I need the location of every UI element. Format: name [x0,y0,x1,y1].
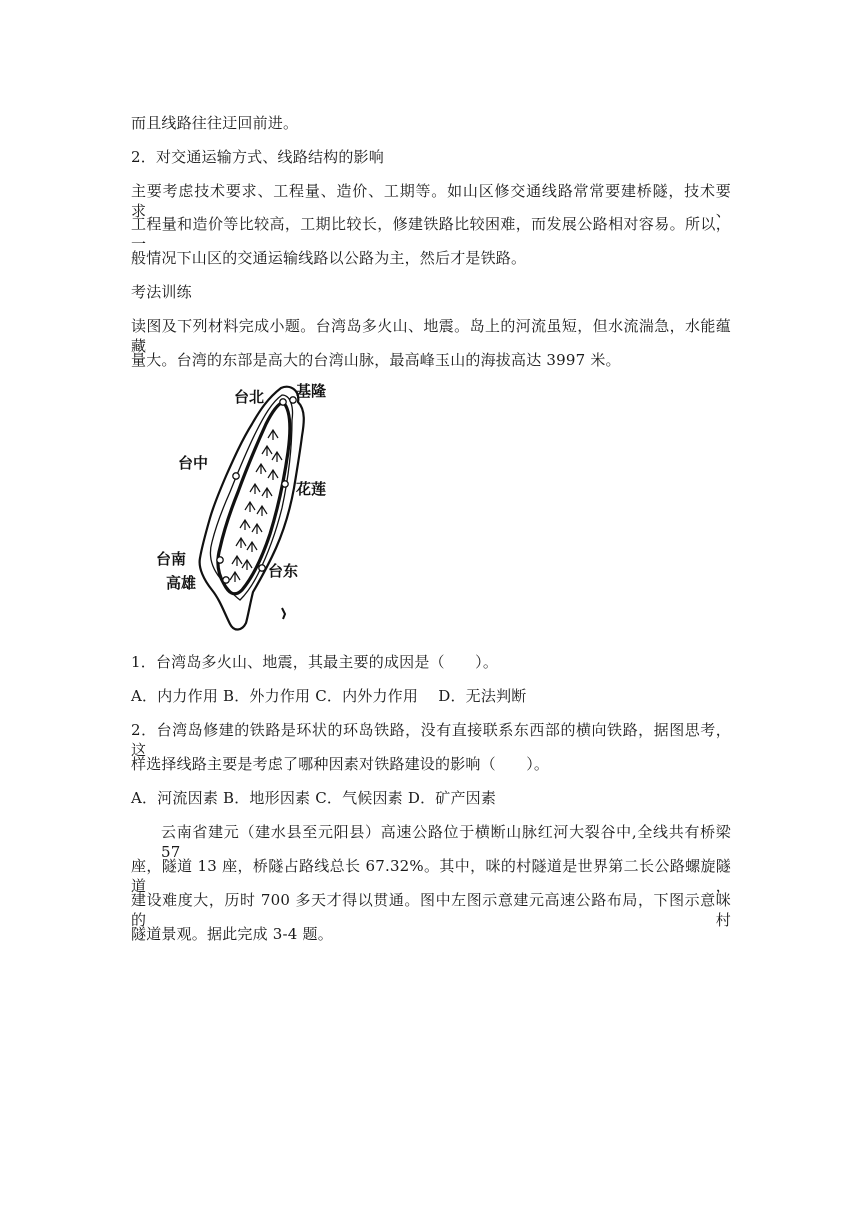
question-2: 2．台湾岛修建的铁路是环状的环岛铁路，没有直接联系东西部的横向铁路，据图思考，这 [131,721,731,759]
station-taichung [233,473,239,479]
question-1: 1．台湾岛多火山、地震，其最主要的成因是（ ）。 [131,653,499,671]
label-taichung: 台中 [178,454,209,472]
text-line: 工程量和造价等比较高，工期比较长，修建铁路比较困难，而发展公路相对容易。所以，一 [131,215,731,253]
question-2-options: A．河流因素 B．地形因素 C．气候因素 D．矿产因素 [131,789,497,807]
label-taitung: 台东 [268,562,299,580]
passage-line: 隧道景观。据此完成 3-4 题。 [131,925,333,943]
label-hualien: 花莲 [296,480,327,498]
text-line: 量大。台湾的东部是高大的台湾山脉，最高峰玉山的海拔高达 3997 米。 [131,351,621,369]
taiwan-map-svg [150,380,370,635]
station-tainan [217,557,223,563]
label-keelung: 基隆 [296,382,327,400]
station-taitung [259,565,265,571]
label-kaohsiung: 高雄 [166,574,197,592]
passage-line: 云南省建元（建水县至元阳县）高速公路位于横断山脉红河大裂谷中,全线共有桥梁 57 [161,823,731,861]
station-taipei [280,399,286,405]
text-line: 而且线路往往迂回前进。 [131,114,299,132]
label-taipei: 台北 [234,388,265,406]
text-line: 般情况下山区的交通运输线路以公路为主，然后才是铁路。 [131,249,527,267]
question-1-options: A．内力作用 B．外力作用 C．内外力作用 D．无法判断 [131,687,527,705]
text-line: 主要考虑技术要求、工程量、造价、工期等。如山区修交通线路常常要建桥隧，技术要求、 [131,182,731,220]
passage-line: 建设难度大，历时 700 多天才得以贯通。图中左图示意建元高速公路布局，下图示意咪的村 [131,891,731,929]
label-tainan: 台南 [156,550,187,568]
small-island [282,608,285,619]
section-heading: 考法训练 [131,283,192,301]
section-heading: 2．对交通运输方式、线路结构的影响 [131,148,384,166]
station-kaohsiung [223,577,229,583]
station-markers [217,397,299,583]
question-2-cont: 样选择线路主要是考虑了哪种因素对铁路建设的影响（ ）。 [131,755,550,773]
text-line: 读图及下列材料完成小题。台湾岛多火山、地震。岛上的河流虽短，但水流湍急，水能蕴藏 [131,317,731,355]
taiwan-railway-map [150,380,370,635]
station-hualien [282,481,288,487]
passage-line: 座，隧道 13 座，桥隧占路线总长 67.32%。其中，咪的村隧道是世界第二长公路螺旋隧道， [131,857,731,895]
